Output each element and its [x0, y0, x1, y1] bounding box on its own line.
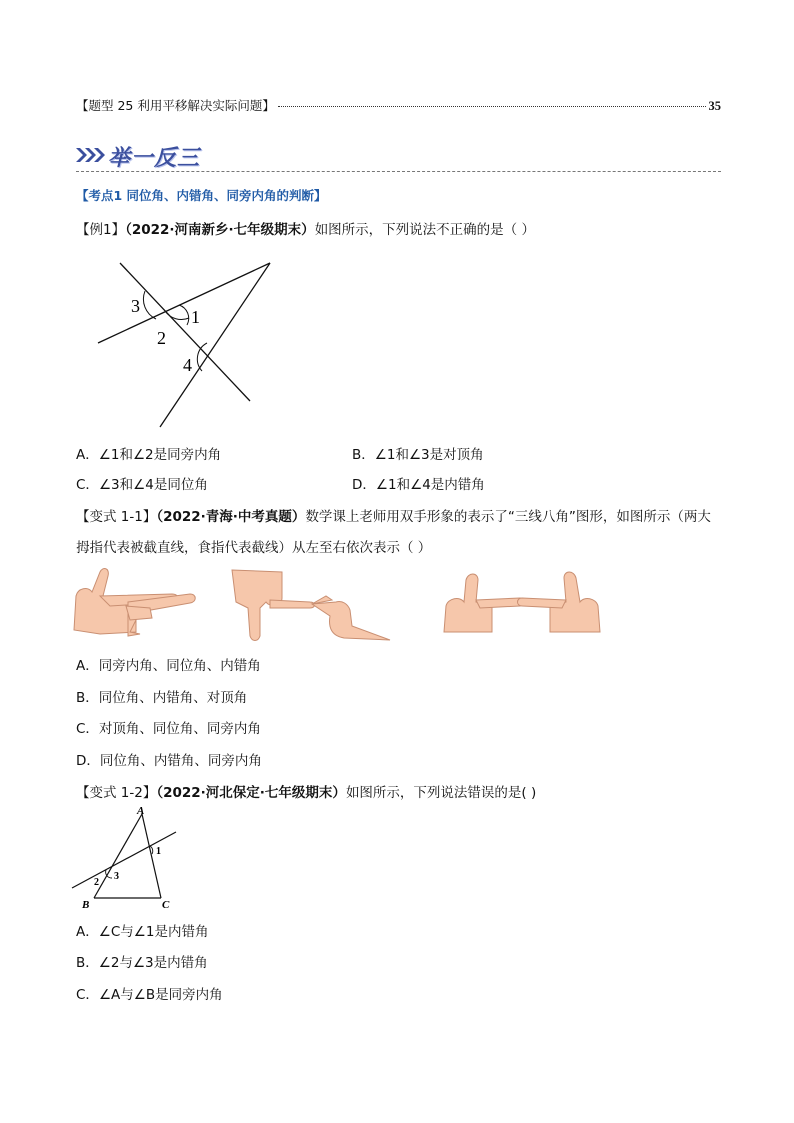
- variant11-source: （2022·青海·中考真题）: [156, 509, 306, 525]
- right-line: [160, 263, 270, 427]
- vertex-A: A: [137, 805, 145, 817]
- option-letter: D．: [76, 753, 100, 769]
- option-text: 对顶角、同位角、同旁内角: [98, 721, 261, 737]
- variant11-stem-line2: 拇指代表被截直线，食指代表截线）从左至右依次表示（ ）: [76, 540, 432, 556]
- variant12-question: 如图所示，下列说法错误的是( ): [345, 785, 537, 801]
- label-1: 1: [191, 307, 200, 327]
- variant11-option-c[interactable]: [76, 717, 261, 737]
- option-letter: B．: [352, 447, 375, 463]
- example1-option-a[interactable]: [76, 443, 221, 463]
- variant11-stem-text: 数学课上老师用双手形象的表示了“三线八角”图形，如图所示（两大: [305, 509, 711, 525]
- option-text: ∠2与∠3是内错角: [98, 955, 208, 971]
- option-letter: C．: [76, 477, 99, 493]
- angle2-arc: [165, 311, 189, 320]
- option-letter: A．: [76, 924, 99, 940]
- hand-gesture-2: [232, 570, 390, 641]
- label-4: 4: [183, 355, 192, 375]
- option-text: 同位角、内错角、对顶角: [98, 690, 248, 706]
- example1-option-d[interactable]: [352, 473, 485, 493]
- example1-tag: 【例1】: [76, 222, 126, 238]
- dashed-divider: [76, 171, 721, 172]
- toc-page-number: 35: [708, 99, 721, 113]
- example1-figure: [90, 255, 280, 430]
- option-letter: A．: [76, 658, 99, 674]
- hand-gesture-3: [444, 572, 600, 632]
- option-letter: D．: [352, 477, 376, 493]
- example1-option-b[interactable]: [352, 443, 484, 463]
- variant11-option-d[interactable]: [76, 749, 262, 769]
- example1-source: （2022·河南新乡·七年级期末）: [125, 222, 315, 238]
- option-text: 同旁内角、同位角、内错角: [98, 658, 261, 674]
- banner-title: 举一反三: [108, 146, 201, 171]
- transversal-line: [120, 263, 250, 401]
- option-text: ∠1和∠2是同旁内角: [98, 447, 222, 463]
- option-letter: A．: [76, 447, 99, 463]
- option-text: ∠3和∠4是同位角: [98, 477, 208, 493]
- hand-gesture-figures: [70, 566, 605, 644]
- hand-gesture-1: [74, 569, 195, 636]
- option-letter: C．: [76, 721, 99, 737]
- variant12-tag: 【变式 1-2】: [76, 785, 157, 801]
- vertex-B: B: [82, 899, 90, 911]
- section-label: 【考点1 同位角、内错角、同旁内角的判断】: [76, 188, 327, 203]
- example1-question: 如图所示，下列说法不正确的是（ ）: [314, 222, 535, 238]
- example1-option-c[interactable]: [76, 473, 208, 493]
- option-letter: B．: [76, 955, 99, 971]
- variant12-stem: [76, 781, 536, 801]
- option-letter: C．: [76, 987, 99, 1003]
- example1-stem: [76, 218, 535, 238]
- variant12-triangle-figure: [68, 800, 183, 912]
- label-3: 3: [131, 296, 140, 316]
- variant11-option-b[interactable]: [76, 686, 247, 706]
- option-text: ∠A与∠B是同旁内角: [98, 987, 223, 1003]
- option-text: ∠C与∠1是内错角: [98, 924, 209, 940]
- toc-leader-dots: [278, 106, 706, 107]
- variant12-option-b[interactable]: [76, 951, 208, 971]
- angle1-arc: [179, 305, 189, 325]
- label-2: 2: [94, 877, 99, 888]
- vertex-C: C: [162, 899, 170, 911]
- label-2: 2: [157, 328, 166, 348]
- variant12-option-a[interactable]: [76, 920, 208, 940]
- option-letter: B．: [76, 690, 99, 706]
- variant12-source: （2022·河北保定·七年级期末）: [156, 785, 346, 801]
- variant11-tag: 【变式 1-1】: [76, 509, 157, 525]
- label-3: 3: [114, 871, 119, 882]
- variant12-option-c[interactable]: [76, 983, 223, 1003]
- toc-entry[interactable]: [76, 96, 721, 114]
- variant11-option-a[interactable]: [76, 654, 261, 674]
- toc-title: 【题型 25 利用平移解决实际问题】: [76, 98, 275, 113]
- transversal-line: [72, 832, 176, 888]
- label-1: 1: [156, 846, 161, 857]
- option-text: ∠1和∠4是内错角: [375, 477, 485, 493]
- option-text: 同位角、内错角、同旁内角: [99, 753, 262, 769]
- side-AB: [94, 814, 142, 898]
- variant11-stem-line1: [76, 505, 711, 525]
- option-text: ∠1和∠3是对顶角: [374, 447, 484, 463]
